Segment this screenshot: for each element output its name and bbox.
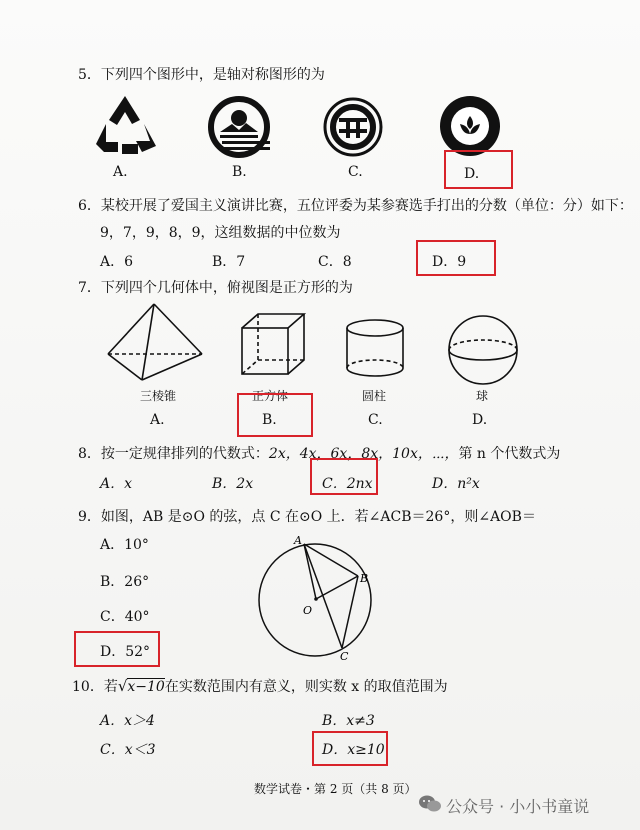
- q6-option-a[interactable]: A．6: [100, 254, 134, 270]
- q7-option-a[interactable]: A.: [150, 412, 165, 428]
- q5-stem: 5．下列四个图形中，是轴对称图形的为: [78, 67, 325, 83]
- q9-stem: 9．如图，AB 是⊙O 的弦，点 C 在⊙O 上．若∠ACB＝26°，则∠AOB＝: [78, 509, 536, 525]
- q9-option-c[interactable]: C．40°: [100, 609, 150, 625]
- q6-answer-mark: [416, 240, 496, 276]
- q7-name-cube: 正方体: [251, 389, 288, 403]
- q7-name-cylinder: 圆柱: [361, 389, 386, 403]
- q8-stem-a: 8．按一定规律排列的代数式：: [78, 446, 269, 462]
- q8-answer-mark: [310, 458, 378, 495]
- q10-option-d[interactable]: D．x≥10: [322, 742, 385, 758]
- q7-option-b[interactable]: B.: [262, 412, 277, 428]
- q6-option-d[interactable]: D．9: [432, 254, 467, 270]
- emblem-icon: [320, 96, 386, 158]
- cube-solid: [238, 312, 308, 376]
- q7-name-pyramid: 三棱锥: [139, 389, 176, 403]
- q5-option-c[interactable]: C.: [348, 164, 363, 180]
- q10-stem: [72, 676, 448, 696]
- q10-stem-b: 在实数范围内有意义，则实数 x 的取值范围为: [164, 679, 448, 695]
- q6-option-c[interactable]: C．8: [318, 254, 352, 270]
- q6-option-b[interactable]: B．7: [212, 254, 246, 270]
- watermark-text: 公众号 · 小小书童说: [446, 797, 590, 816]
- q8-sequence: 2x，4x，6x，8x，10x，⋯，: [268, 446, 459, 462]
- q8-option-d[interactable]: D．n²x: [432, 476, 480, 492]
- q9-answer-mark: [74, 631, 160, 667]
- q9-option-d[interactable]: D．52°: [100, 644, 151, 660]
- q5-option-a[interactable]: A.: [113, 164, 128, 180]
- q6-stem: 6．某校开展了爱国主义演讲比赛，五位评委为某参赛选手打出的分数（单位：分）如下：: [78, 198, 633, 214]
- q8-stem-b: 第 n 个代数式为: [458, 446, 561, 462]
- q9-option-b[interactable]: B．26°: [100, 574, 150, 590]
- q5-answer-mark: [444, 150, 513, 189]
- figure-label-c: C: [340, 650, 349, 662]
- q7-option-d[interactable]: D.: [472, 412, 488, 428]
- q8-option-b[interactable]: B．2x: [212, 476, 254, 492]
- figure-label-o: O: [303, 604, 313, 617]
- q7-answer-mark: [237, 393, 313, 437]
- sunrise-logo-icon: [206, 96, 272, 158]
- q10-option-b[interactable]: B．x≠3: [322, 713, 375, 729]
- figure-label-b: B: [360, 572, 369, 585]
- q10-stem-a: 10．若: [72, 679, 118, 695]
- q6-data: 9，7，9，8，9，这组数据的中位数为: [100, 225, 341, 241]
- q10-answer-mark: [312, 731, 388, 766]
- q10-option-c[interactable]: C．x＜3: [100, 742, 156, 758]
- figure-label-a: A: [294, 534, 302, 547]
- radical-sign: √: [117, 677, 128, 695]
- q5-option-b[interactable]: B.: [232, 164, 247, 180]
- q7-stem: 7．下列四个几何体中，俯视图是正方形的为: [78, 280, 353, 296]
- q9-circle-figure: [250, 532, 380, 662]
- wechat-icon: [418, 794, 442, 814]
- q10-radicand: x−10: [127, 679, 165, 695]
- pyramid-solid: [104, 300, 206, 384]
- q7-option-c[interactable]: C.: [368, 412, 383, 428]
- page-footer: 数学试卷・第 2 页（共 8 页）: [254, 782, 417, 796]
- q8-option-a[interactable]: A．x: [100, 476, 133, 492]
- q7-name-sphere: 球: [475, 389, 488, 403]
- cylinder-solid: [344, 318, 406, 380]
- q10-option-a[interactable]: A．x＞4: [100, 713, 155, 729]
- sphere-solid: [446, 314, 520, 386]
- q8-option-c[interactable]: C．2nx: [322, 476, 373, 492]
- recycle-icon: [92, 94, 158, 156]
- q9-option-a[interactable]: A．10°: [100, 537, 149, 553]
- sprout-logo-icon: [436, 94, 504, 158]
- q5-option-d[interactable]: D.: [464, 166, 480, 182]
